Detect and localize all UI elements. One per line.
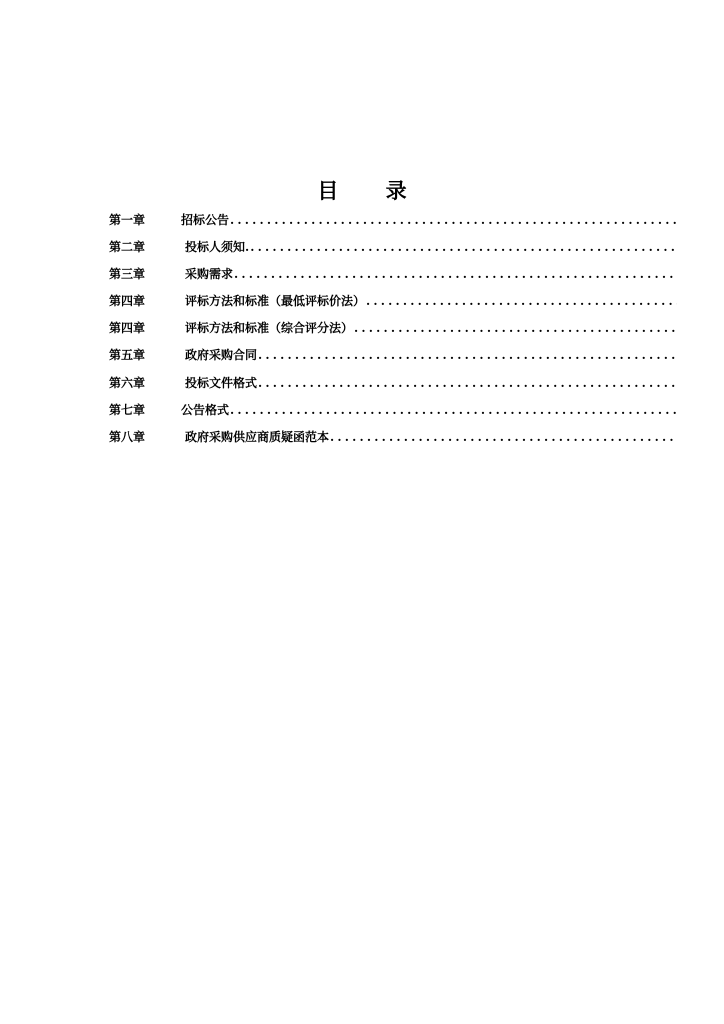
toc-chapter-number: 第八章 (109, 429, 146, 444)
toc-entry-chapter-2[interactable] (109, 237, 677, 264)
toc-entry-chapter-3[interactable] (109, 264, 677, 291)
toc-chapter-number: 第六章 (109, 375, 146, 390)
toc-chapter-number: 第七章 (109, 402, 146, 417)
toc-chapter-number: 第三章 (109, 267, 146, 282)
toc-entry-chapter-1[interactable] (109, 210, 677, 237)
toc-chapter-number: 第四章 (109, 294, 146, 309)
toc-entry-chapter-5[interactable] (109, 345, 677, 372)
toc-dot-leader (250, 237, 677, 257)
toc-dot-leader (330, 427, 677, 447)
toc-chapter-title: 投标文件格式 (185, 375, 258, 390)
toc-chapter-number: 第一章 (109, 213, 146, 227)
toc-chapter-title: 评标方法和标准（综合评分法） (185, 321, 354, 336)
toc-dot-leader (230, 210, 677, 230)
toc-chapter-title: 政府采购合同 (185, 348, 258, 363)
toc-entry-chapter-4b[interactable] (109, 318, 677, 345)
toc-chapter-number: 第五章 (109, 348, 146, 363)
toc-chapter-title: 采购需求 (185, 267, 234, 282)
toc-chapter-title: 公告格式 (181, 402, 230, 417)
toc-entry-chapter-8[interactable] (109, 427, 677, 454)
toc-chapter-number: 第四章 (109, 321, 146, 336)
toc-entry-chapter-6[interactable] (109, 373, 677, 400)
toc-chapter-title: 政府采购供应商质疑函范本 (185, 429, 330, 444)
toc-dot-leader (230, 400, 677, 420)
toc-chapter-title: 评标方法和标准（最低评标价法） (185, 294, 366, 309)
toc-entry-chapter-4a[interactable] (109, 291, 677, 318)
toc-chapter-number: 第二章 (109, 240, 146, 255)
toc-dot-leader (354, 318, 677, 338)
toc-title: 目 录 (317, 178, 427, 203)
toc-dot-leader (366, 291, 677, 311)
toc-entry-chapter-7[interactable] (109, 400, 677, 427)
toc-chapter-title: 招标公告 (181, 213, 230, 227)
toc-dot-leader (234, 264, 677, 284)
toc-dot-leader (258, 345, 677, 365)
toc-chapter-title: 投标人须知. (185, 240, 250, 255)
toc-dot-leader (258, 373, 677, 393)
table-of-contents (109, 210, 677, 454)
